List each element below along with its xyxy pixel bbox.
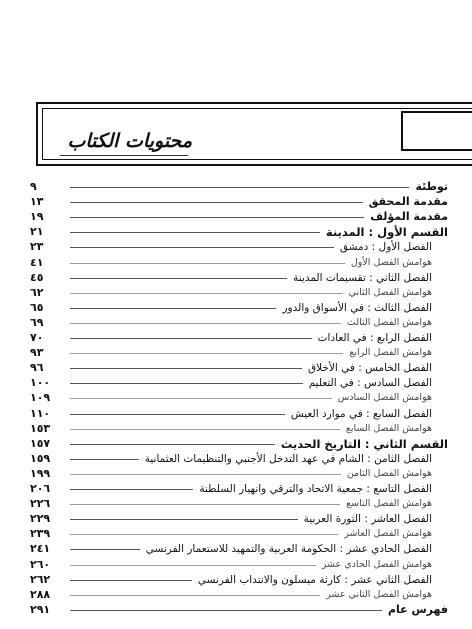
toc-page-number: ٢٤١ (30, 542, 51, 556)
toc-leader-line (70, 398, 332, 399)
toc-leader-line (70, 232, 320, 233)
toc-page-number: ٩ (30, 180, 37, 193)
page-title: محتويات الكتاب (67, 130, 192, 152)
toc-leader-line (70, 187, 409, 188)
toc-entry-title: هوامش الفصل الثاني عشر (326, 588, 432, 600)
toc-leader-line (70, 610, 382, 611)
toc-row (0, 601, 472, 619)
toc-leader-line (70, 247, 334, 248)
toc-entry-title: الفصل الحادي عشر : الحكومة العربية والتمهيد للاستعمار الفرنسي (145, 543, 432, 556)
toc-page-number: ٦٢ (30, 285, 44, 299)
title-underline (60, 155, 188, 156)
toc-page-number: ٩٦ (30, 361, 44, 375)
toc-leader-line (70, 504, 340, 505)
toc-page-number: ١٠٠ (30, 376, 51, 390)
toc-leader-line (70, 519, 298, 520)
toc-page-number: ٢٢٩ (30, 512, 51, 526)
toc-leader-line (70, 580, 192, 581)
toc-entry-title: توطئة (415, 180, 448, 193)
toc-leader-line (70, 489, 193, 490)
toc-leader-line (70, 202, 363, 203)
toc-page-number: ١٥٩ (30, 451, 51, 465)
toc-entry-title: الفصل الثاني : تقسيمات المدينة (293, 271, 432, 284)
toc-page-number: ٢٣ (30, 240, 44, 254)
toc-entry-title: مقدمة المؤلف (370, 210, 448, 224)
toc-leader-line (70, 338, 312, 339)
toc-entry-title: هوامش الفصل السادس (337, 392, 432, 404)
toc-page-number: ٢٢٦ (30, 497, 51, 511)
toc-leader-line (70, 278, 287, 279)
toc-leader-line (70, 565, 316, 566)
toc-entry-title: الفصل الثالث : في الأسواق والدور (282, 301, 432, 314)
toc-leader-line (70, 549, 140, 550)
toc-leader-line (70, 293, 343, 294)
toc-leader-line (70, 368, 302, 369)
toc-entry-title: القسم الثاني : التاريخ الحديث (280, 436, 448, 451)
table-of-contents (0, 178, 472, 618)
toc-entry-title: الفصل الأول : دمشق (339, 241, 432, 254)
toc-entry-title: هوامش الفصل الثالث (346, 316, 432, 328)
toc-leader-line (70, 263, 345, 264)
toc-page-number: ٤٥ (30, 270, 44, 284)
toc-entry-title: القسم الأول : المدينة (325, 225, 448, 240)
toc-leader-line (70, 217, 364, 218)
toc-entry-title: هوامش الفصل الثامن (346, 467, 432, 479)
toc-page-number: ٢٦٠ (30, 557, 51, 571)
toc-entry-title: الفصل السادس : في التعليم (308, 377, 432, 390)
toc-leader-line (70, 353, 343, 354)
toc-page-number: ٦٥ (30, 300, 44, 314)
toc-entry-title: هوامش الفصل التاسع (346, 498, 432, 510)
toc-entry-title: الفصل التاسع : جمعية الاتحاد والترقي وانهيار السلطنة (199, 483, 432, 495)
toc-page-number: ٤١ (30, 255, 44, 269)
toc-leader-line (70, 474, 341, 475)
toc-entry-title: الفصل الرابع : في العادات (317, 332, 432, 344)
toc-leader-line (70, 414, 285, 415)
toc-entry-title: الفصل الثاني عشر : كارثة ميسلون والانتداب الفرنسي (197, 573, 432, 586)
toc-entry-title: هوامش الفصل الحادي عشر (321, 558, 432, 570)
toc-entry-title: هوامش الفصل السابع (345, 422, 432, 434)
toc-entry-title: الفصل الخامس : في الأخلاق (307, 362, 432, 375)
toc-entry-title: هوامش الفصل الثاني (348, 286, 432, 298)
toc-page-number: ١٥٧ (30, 436, 51, 450)
toc-entry-title: هوامش الفصل العاشر (344, 528, 432, 540)
toc-entry-title: الفصل العاشر : الثورة العربية (303, 513, 432, 526)
toc-leader-line (70, 308, 276, 309)
toc-leader-line (70, 444, 275, 445)
toc-page-number: ٧٠ (30, 331, 44, 344)
toc-page-number: ١٥٣ (30, 421, 51, 435)
toc-page-number: ١١٠ (30, 406, 51, 420)
toc-entry-title: الفصل السابع : في موارد العيش (290, 407, 432, 420)
toc-page-number: ٢٨٨ (30, 587, 51, 601)
toc-page-number: ٢٦٢ (30, 572, 51, 586)
toc-entry-title: مقدمة المحقق (368, 195, 448, 209)
toc-entry-title: هوامش الفصل الرابع (349, 347, 432, 359)
toc-page-number: ٢١ (30, 225, 44, 239)
toc-page-number: ١٠٩ (30, 391, 51, 405)
toc-leader-line (70, 534, 338, 535)
toc-page-number: ٦٩ (30, 315, 44, 329)
toc-leader-line (70, 595, 320, 596)
toc-entry-title: الفصل الثامن : الشام في عهد التدخل الأجنبي والتنظيمات العثمانية (144, 452, 432, 465)
toc-leader-line (70, 323, 341, 324)
header-tab-box (401, 111, 472, 151)
toc-page-number: ١٣ (30, 195, 44, 209)
toc-leader-line (70, 383, 303, 384)
toc-page-number: ١٩ (30, 210, 44, 224)
toc-entry-title: هوامش الفصل الأول (350, 256, 432, 268)
toc-page-number: ٢٩١ (30, 602, 51, 616)
toc-page-number: ٢٣٩ (30, 527, 51, 541)
toc-page-number: ٩٣ (30, 346, 44, 360)
toc-leader-line (70, 459, 139, 460)
toc-page-number: ١٩٩ (30, 466, 51, 480)
toc-page-number: ٢٠٦ (30, 482, 51, 495)
toc-entry-title: فهرس عام (387, 602, 448, 616)
toc-leader-line (70, 429, 340, 430)
